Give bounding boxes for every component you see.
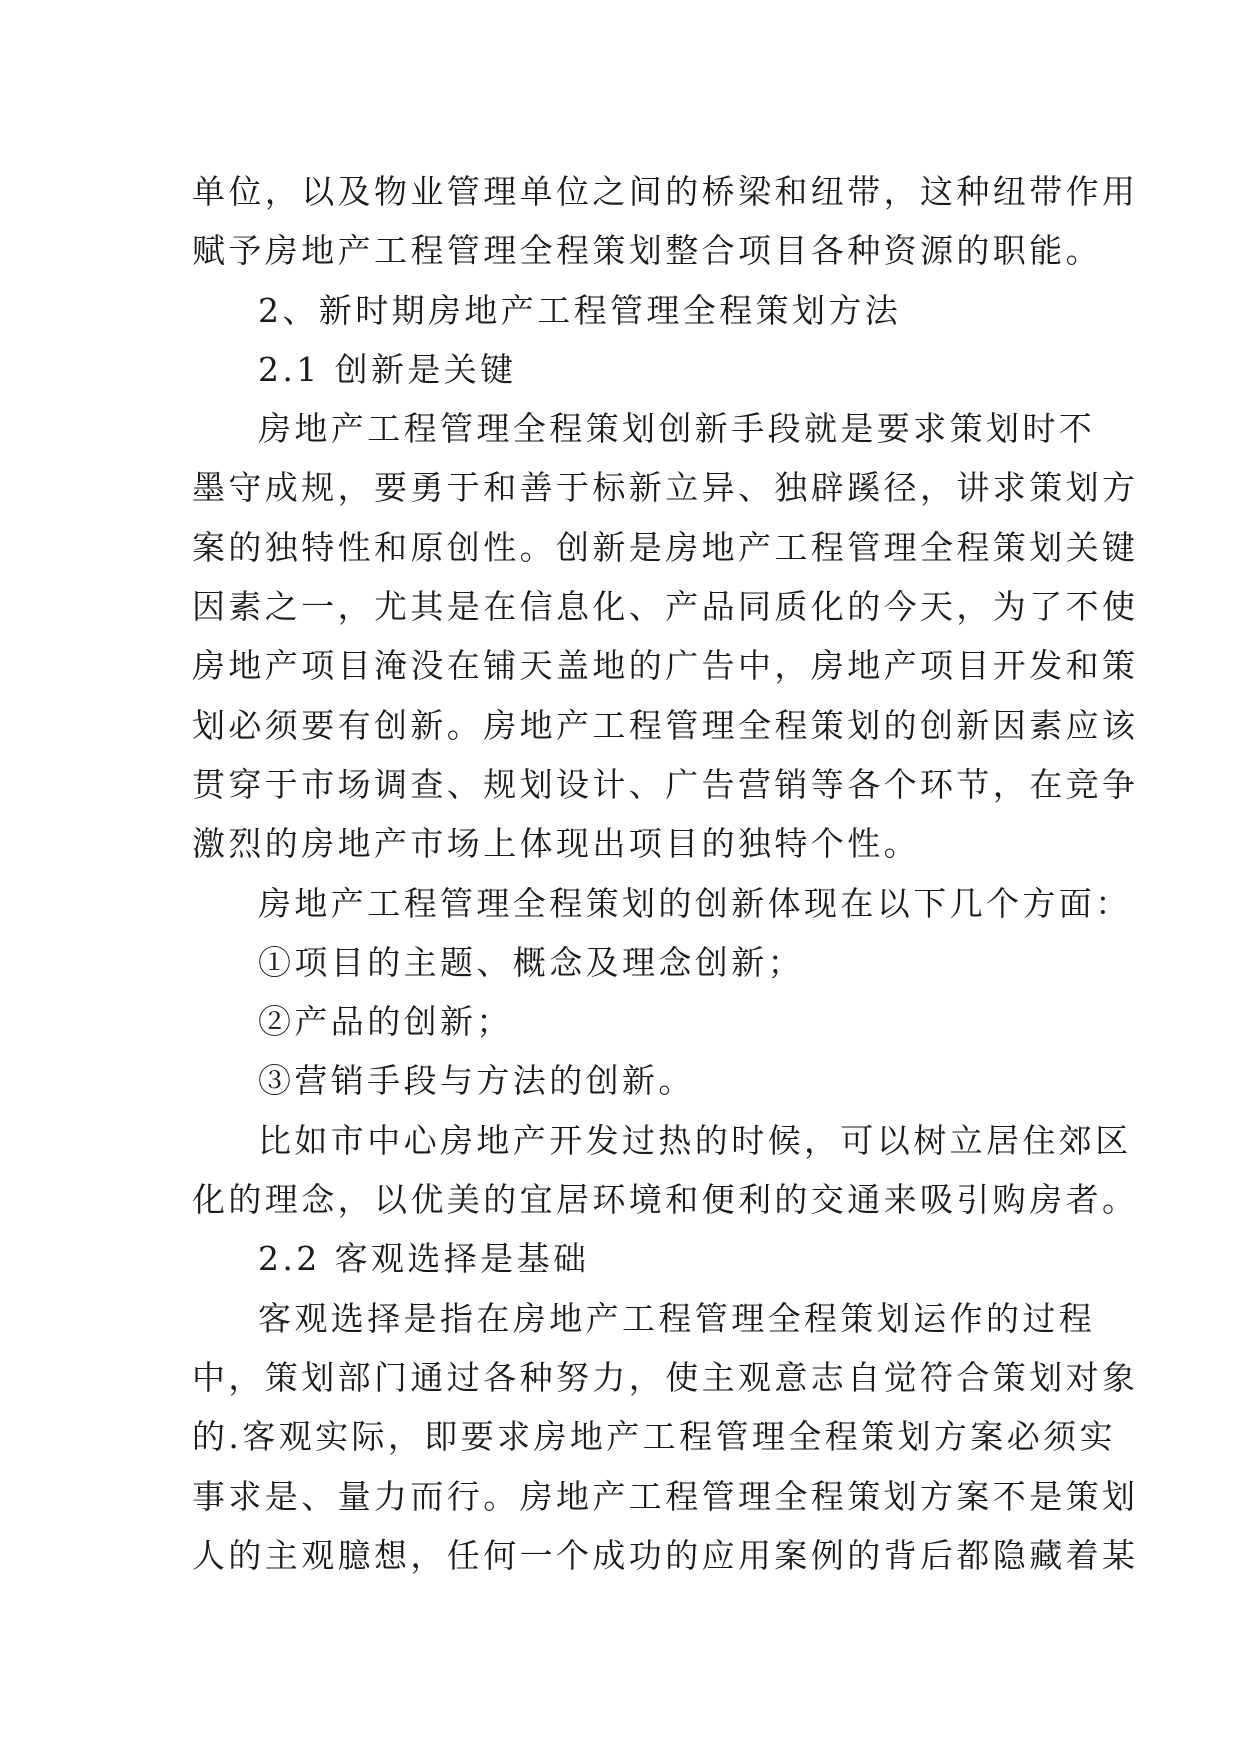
text-line: 贯穿于市场调查、规划设计、广告营销等各个环节，在竞争 [192,764,1139,804]
list-item: ③营销手段与方法的创新。 [258,1061,695,1101]
subsection-heading: 2.2 客观选择是基础 [258,1239,590,1279]
text-line: 房地产工程管理全程策划的创新体现在以下几个方面： [258,883,1132,923]
section-heading: 2、新时期房地产工程管理全程策划方法 [258,290,902,330]
text-line: 化的理念，以优美的宜居环境和便利的交通来吸引购房者。 [192,1180,1139,1220]
text-line: 单位，以及物业管理单位之间的桥梁和纽带，这种纽带作用 [192,172,1139,211]
list-item: ②产品的创新； [258,1002,513,1042]
text-line: 因素之一，尤其是在信息化、产品同质化的今天，为了不使 [192,587,1139,627]
text-line: 的.客观实际，即要求房地产工程管理全程策划方案必须实 [192,1417,1116,1457]
document-body [192,162,1139,1585]
text-line: 划必须要有创新。房地产工程管理全程策划的创新因素应该 [192,705,1139,745]
text-line: 墨守成规，要勇于和善于标新立异、独辟蹊径，讲求策划方 [192,468,1139,508]
list-item: ①项目的主题、概念及理念创新； [258,942,804,982]
text-line: 事求是、量力而行。房地产工程管理全程策划方案不是策划 [192,1476,1139,1516]
text-line: 客观选择是指在房地产工程管理全程策划运作的过程 [258,1298,1096,1338]
text-line: 房地产工程管理全程策划创新手段就是要求策划时不 [258,409,1096,449]
text-line: 中，策划部门通过各种努力，使主观意志自觉符合策划对象 [192,1357,1139,1397]
text-line: 房地产项目淹没在铺天盖地的广告中，房地产项目开发和策 [192,646,1139,686]
text-line: 案的独特性和原创性。创新是房地产工程管理全程策划关键 [192,527,1139,567]
subsection-heading: 2.1 创新是关键 [258,349,517,389]
text-line: 赋予房地产工程管理全程策划整合项目各种资源的职能。 [192,231,1102,271]
text-line: 比如市中心房地产开发过热的时候，可以树立居住郊区 [258,1120,1132,1160]
text-line: 激烈的房地产市场上体现出项目的独特个性。 [192,824,920,864]
text-line: 人的主观臆想，任何一个成功的应用案例的背后都隐藏着某 [192,1535,1139,1575]
